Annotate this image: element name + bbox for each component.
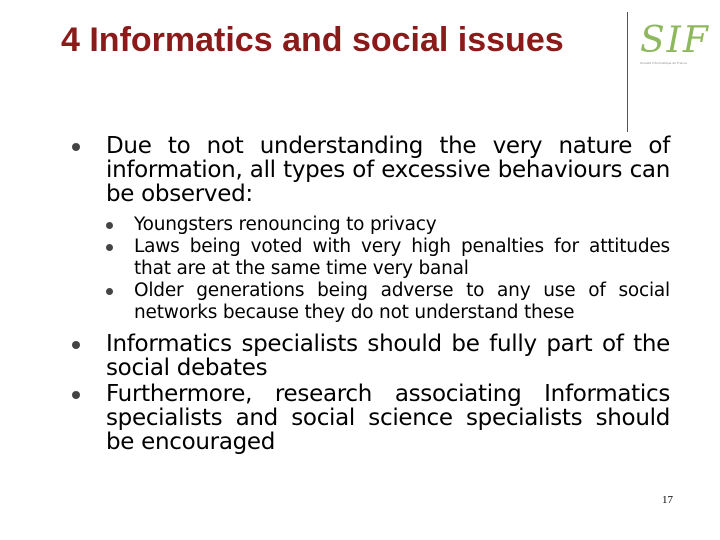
bullet-icon [72, 341, 80, 349]
bullet-icon [106, 222, 113, 229]
bullet-text: Informatics specialists should be fully part of the social debates [106, 331, 670, 381]
list-item [72, 382, 670, 454]
sub-bullet-text: Laws being voted with very high penalties for attitudes that are at the same time very banal [134, 236, 670, 279]
slide-title: 4 Informatics and social issues [61, 21, 564, 59]
bullet-text: Furthermore, research associating Informatics specialists and social science specialists should be encouraged [106, 381, 670, 455]
bullet-icon [72, 143, 80, 151]
sub-bullet-text: Older generations being adverse to any use of social networks because they do not understand these [134, 280, 670, 323]
page-number: 17 [662, 494, 673, 506]
svg-text:Société Informatique de France: Société Informatique de France [640, 61, 687, 65]
bullet-icon [106, 244, 113, 251]
sif-logo [636, 14, 716, 74]
sub-bullet-text: Youngsters renouncing to privacy [134, 214, 437, 235]
list-item [106, 280, 670, 324]
list-item [72, 332, 670, 380]
slide-body [72, 134, 670, 456]
sub-list [106, 214, 670, 324]
list-item [72, 134, 670, 206]
bullet-icon [72, 391, 80, 399]
bullet-text: Due to not understanding the very nature of information, all types of excessive behaviours can be observed: [106, 133, 670, 207]
bullet-icon [106, 288, 113, 295]
divider-line [627, 12, 628, 132]
list-item [106, 214, 670, 236]
list-item [106, 236, 670, 280]
svg-text:SIF: SIF [640, 20, 710, 61]
